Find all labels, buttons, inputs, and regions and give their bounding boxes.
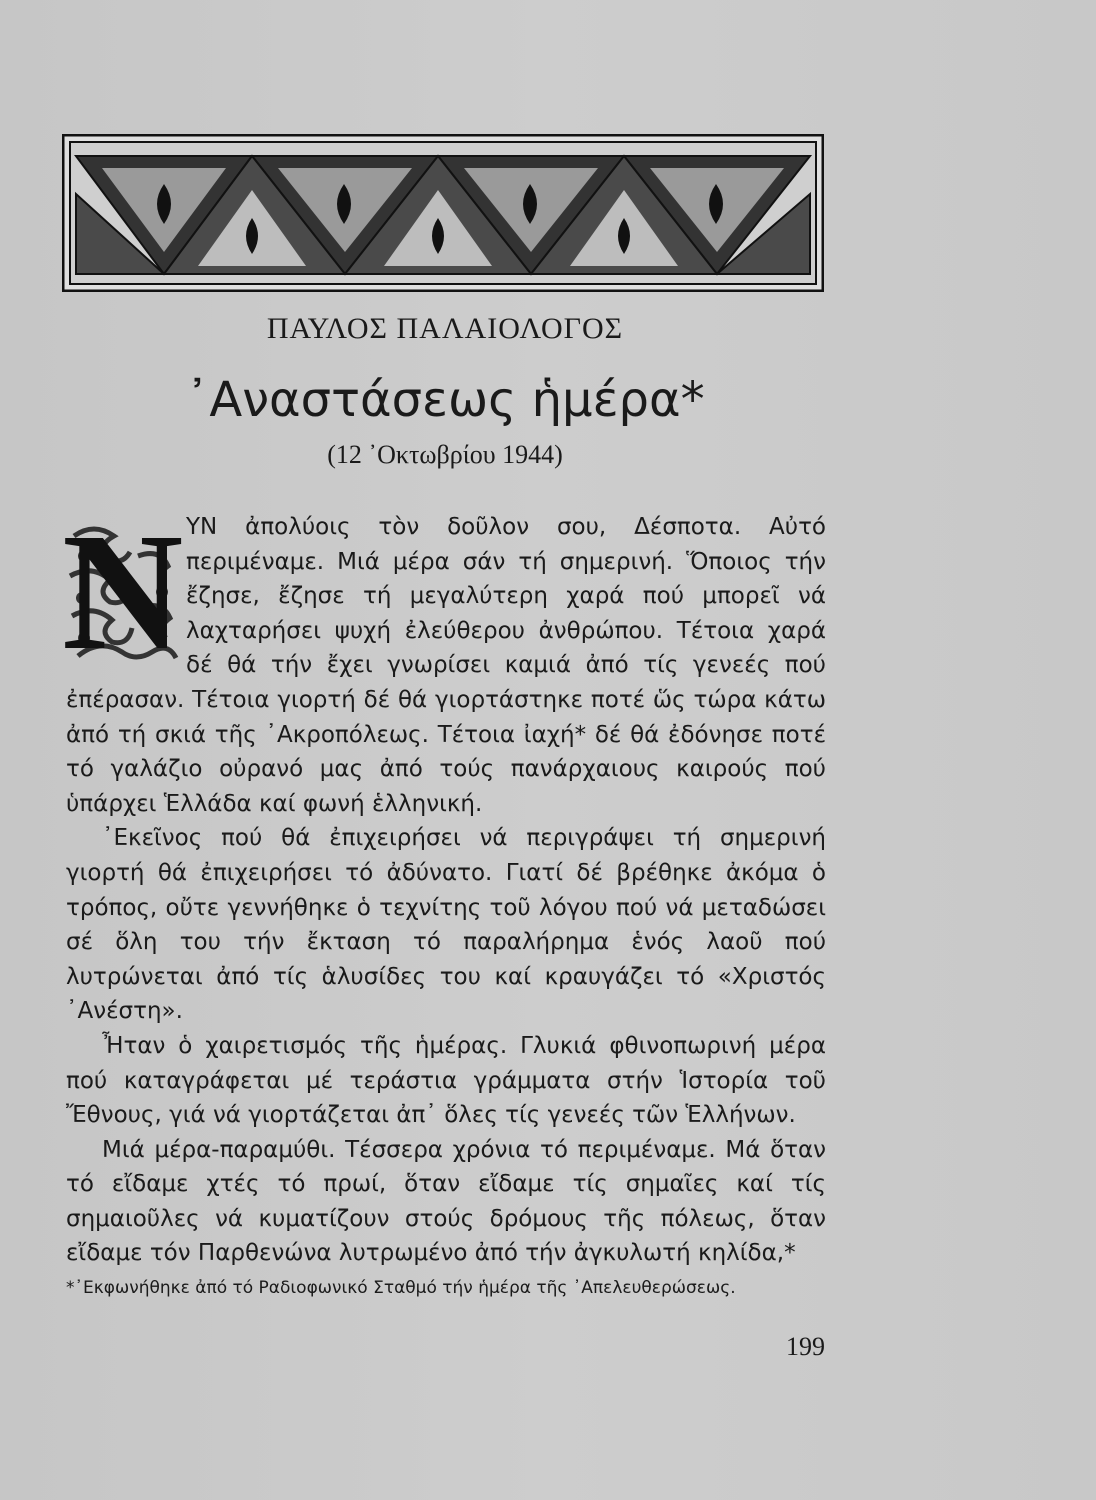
paragraph-4: Μιά μέρα-παραμύθι. Τέσσερα χρόνια τό περιμέναμε. Μά ὅταν τό εἴδαμε χτές τό πρωί, ὅταν εἴδαμε τίς σημαῖες καί τίς σημαιοῦλες νά κυματίζουν στούς δρόμους τῆς πόλεως, ὅταν εἴδαμε τόν Παρθενώνα λυτρωμένο ἀπό τήν ἀγκυλωτή κηλίδα,* (66, 1136, 826, 1267)
footnote: *᾿Εκφωνήθηκε ἀπό τό Ραδιοφωνικό Σταθμό τήν ἡμέρα τῆς ᾿Απελευθερώσεως. (66, 1278, 736, 1298)
chapter-date: (12 ᾿Οκτωβρίου 1944) (327, 440, 563, 469)
author-name: ΠΑΥΛΟΣ ΠΑΛΑΙΟΛΟΓΟΣ (266, 312, 624, 345)
ornament-triangles (76, 156, 810, 274)
page-number: 199 (786, 1332, 825, 1361)
chapter-title: ᾿Αναστάσεως ἡμέρα* (185, 372, 705, 428)
paragraph-1: ΥΝ ἀπολύοις τὸν δοῦλον σου, Δέσποτα. Αὐτό περιμέναμε. Μιά μέρα σάν τή σημερινή. Ὅποιος τήν ἔζησε, ἔζησε τή μεγαλύτερη χαρά πού μπορεῖ νά λαχταρήσει ψυχή ἐλεύθερου ἀνθρώπου. Τέτοια χαρά δέ θά τήν ἔχει γνωρίσει καμιά ἀπό τίς γενεές πού ἐπέρασαν. Τέτοια γιορτή δέ θά γιορτάστηκε ποτέ ὥς τώρα κάτω ἀπό τή σκιά τῆς ᾿Ακροπόλεως. Τέτοια ἰαχή* δέ θά ἐδόνησε ποτέ τό γαλάζιο οὐρανό μας ἀπό τούς πανάρχαιους καιρούς πού ὑπάρχει Ἑλλάδα καί φωνή ἑλληνική. (66, 514, 826, 817)
dropcap-spacer (66, 510, 186, 680)
article-body (66, 510, 826, 1271)
ornamental-header-band (62, 134, 824, 292)
dropcap-letter: Ν (62, 499, 184, 685)
paragraph-3: Ἦταν ὁ χαιρετισμός τῆς ἡμέρας. Γλυκιά φθινοπωρινή μέρα πού καταγράφεται μέ τεράστια γράμματα στήν Ἱστορία τοῦ Ἔθνους, γιά νά γιορτάζεται ἀπ᾿ ὅλες τίς γενεές τῶν Ἑλλήνων. (66, 1032, 826, 1129)
paragraph-2: ᾿Εκεῖνος πού θά ἐπιχειρήσει νά περιγράψει τή σημερινή γιορτή θά ἐπιχειρήσει τό ἀδύνατο. Γιατί δέ βρέθηκε ἀκόμα ὁ τρόπος, οὔτε γεννήθηκε ὁ τεχνίτης τοῦ λόγου πού νά μεταδώσει σέ ὅλη του τήν ἔκταση τό παραλήρημα ἑνός λαοῦ πού λυτρώνεται ἀπό τίς ἁλυσίδες του καί κραυγάζει τό «Χριστός ᾿Ανέστη». (66, 825, 826, 1025)
